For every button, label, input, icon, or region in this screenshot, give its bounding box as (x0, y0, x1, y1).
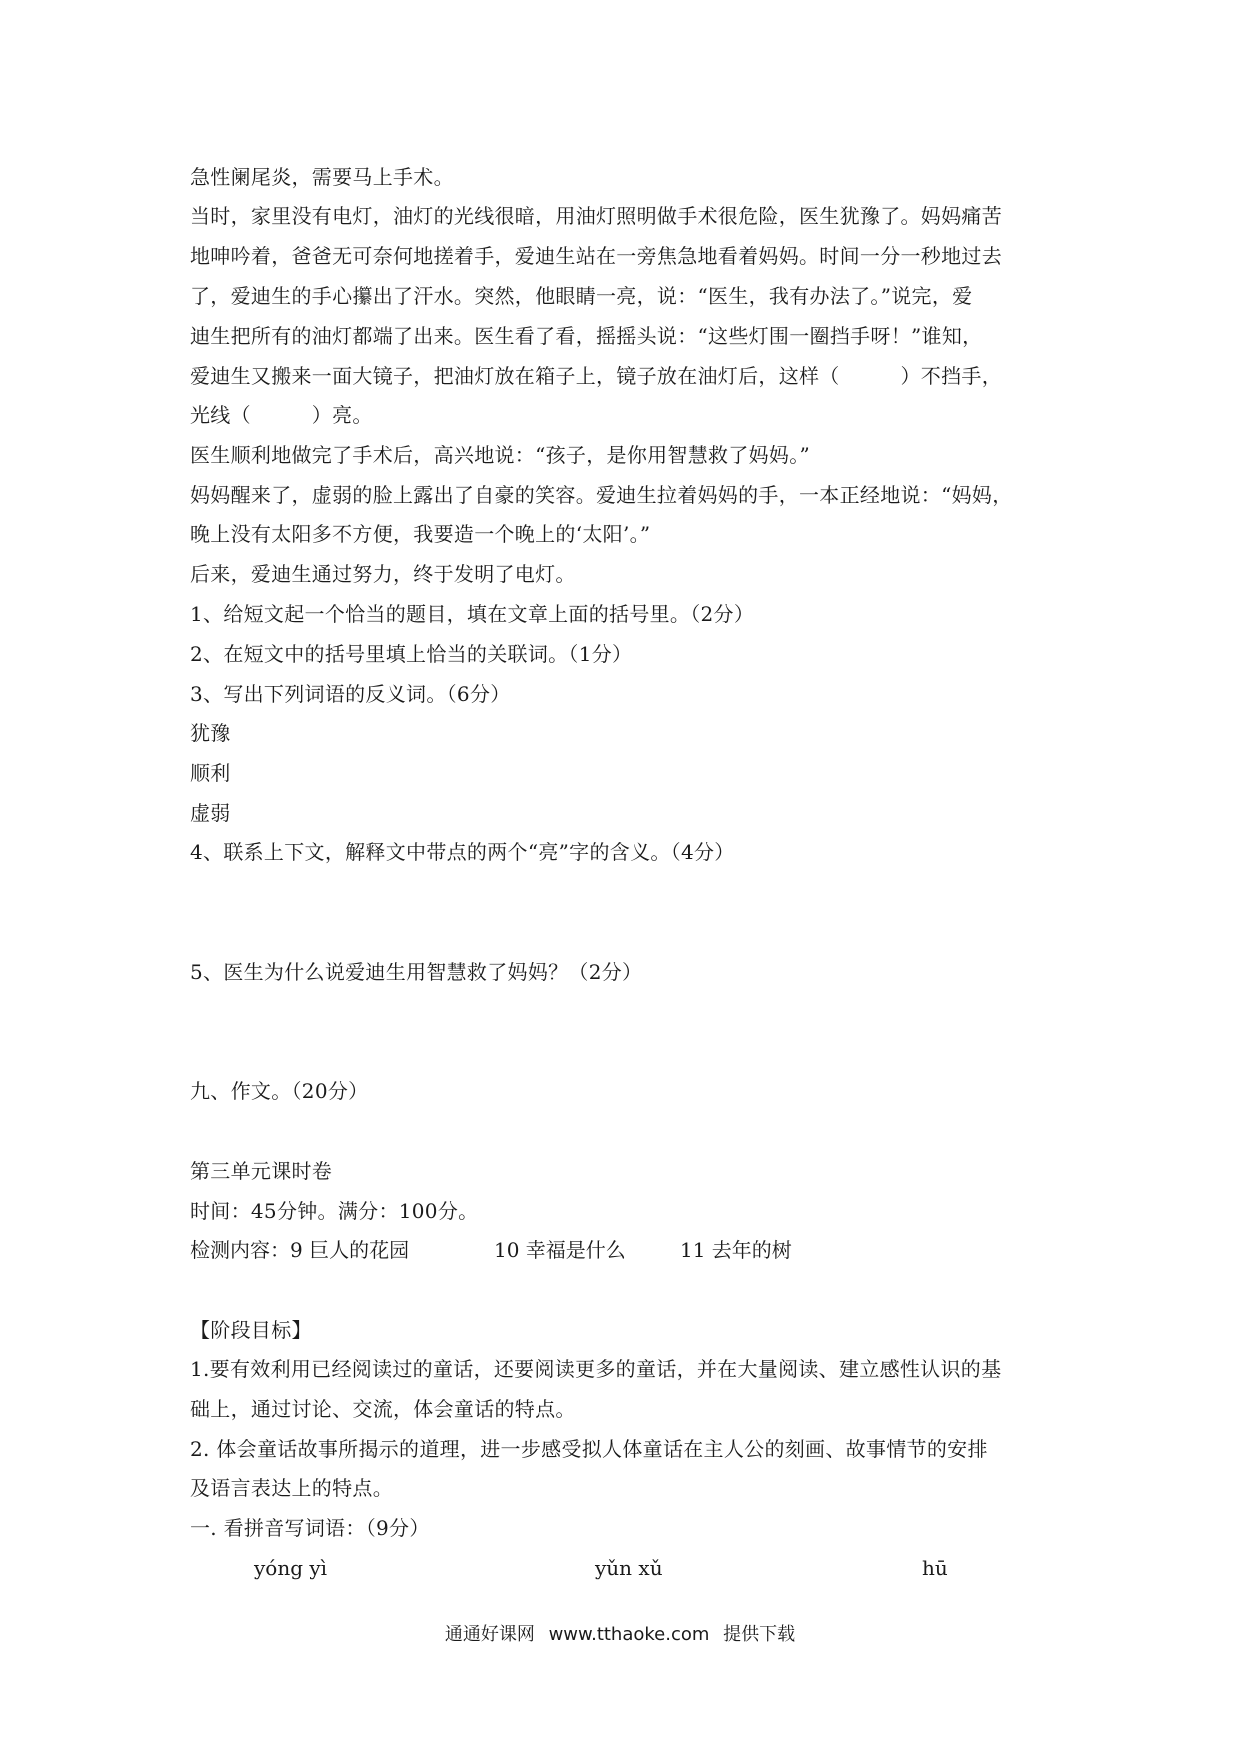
story-line: 了，爱迪生的手心攥出了汗水。突然，他眼睛一亮，说：“医生，我有办法了。”说完，爱 (190, 284, 973, 308)
question-2: 2、在短文中的括号里填上恰当的关联词。（1分） (190, 642, 633, 666)
antonym-word: 虚弱 (190, 801, 231, 825)
question-5: 5、医生为什么说爱迪生用智慧救了妈妈？（2分） (190, 960, 643, 984)
goals-line: 1.要有效利用已经阅读过的童话，还要阅读更多的童话，并在大量阅读、建立感性认识的基 (190, 1357, 1002, 1381)
antonym-word: 顺利 (190, 761, 231, 785)
story-line: 光线（ ）亮。 (190, 403, 373, 427)
question-3: 3、写出下列词语的反义词。（6分） (190, 682, 511, 706)
section-9-heading: 九、作文。（20分） (190, 1079, 369, 1103)
footer-suffix: 提供下载 (723, 1624, 796, 1645)
section-1-heading: 一. 看拼音写词语：（9分） (190, 1516, 430, 1540)
question-1: 1、给短文起一个恰当的题目，填在文章上面的括号里。（2分） (190, 602, 755, 626)
story-line: 妈妈醒来了，虚弱的脸上露出了自豪的笑容。爱迪生拉着妈妈的手，一本正经地说：“妈妈， (190, 483, 1013, 507)
unit-title: 第三单元课时卷 (190, 1159, 333, 1183)
story-line: 晚上没有太阳多不方便，我要造一个晚上的‘太阳’。” (190, 522, 651, 546)
goals-line: 础上，通过讨论、交流，体会童话的特点。 (190, 1397, 576, 1421)
footer-url[interactable]: www.tthaoke.com (548, 1624, 710, 1645)
unit-content-item: 11 去年的树 (680, 1238, 792, 1262)
unit-content-item: 10 幸福是什么 (494, 1238, 626, 1262)
story-line: 爱迪生又搬来一面大镜子，把油灯放在箱子上，镜子放在油灯后，这样（ ）不挡手， (190, 364, 1002, 388)
unit-time: 时间：45分钟。满分：100分。 (190, 1199, 479, 1223)
question-4: 4、联系上下文，解释文中带点的两个“亮”字的含义。（4分） (190, 840, 735, 864)
antonym-word: 犹豫 (190, 721, 231, 745)
goals-line: 2. 体会童话故事所揭示的道理，进一步感受拟人体童话在主人公的刻画、故事情节的安排 (190, 1437, 988, 1461)
unit-content-label: 检测内容：9 巨人的花园 (190, 1238, 410, 1262)
pinyin-prompt: yóng yì (254, 1556, 328, 1580)
story-line: 急性阑尾炎，需要马上手术。 (190, 165, 454, 189)
pinyin-prompt: hū (922, 1556, 948, 1580)
story-line: 地呻吟着，爸爸无可奈何地搓着手，爱迪生站在一旁焦急地看着妈妈。时间一分一秒地过去 (190, 244, 1002, 268)
goals-line: 及语言表达上的特点。 (190, 1476, 393, 1500)
goals-heading: 【阶段目标】 (190, 1318, 312, 1342)
pinyin-prompt: yǔn xǔ (595, 1556, 663, 1580)
story-line: 后来，爱迪生通过努力，终于发明了电灯。 (190, 562, 576, 586)
story-line: 医生顺利地做完了手术后，高兴地说：“孩子，是你用智慧救了妈妈。” (190, 443, 811, 467)
story-line: 迪生把所有的油灯都端了出来。医生看了看，摇摇头说：“这些灯围一圈挡手呀！”谁知， (190, 324, 983, 348)
page-footer (0, 1622, 1240, 1648)
footer-site-name: 通通好课网 (444, 1624, 535, 1645)
story-line: 当时，家里没有电灯，油灯的光线很暗，用油灯照明做手术很危险，医生犹豫了。妈妈痛苦 (190, 204, 1002, 228)
